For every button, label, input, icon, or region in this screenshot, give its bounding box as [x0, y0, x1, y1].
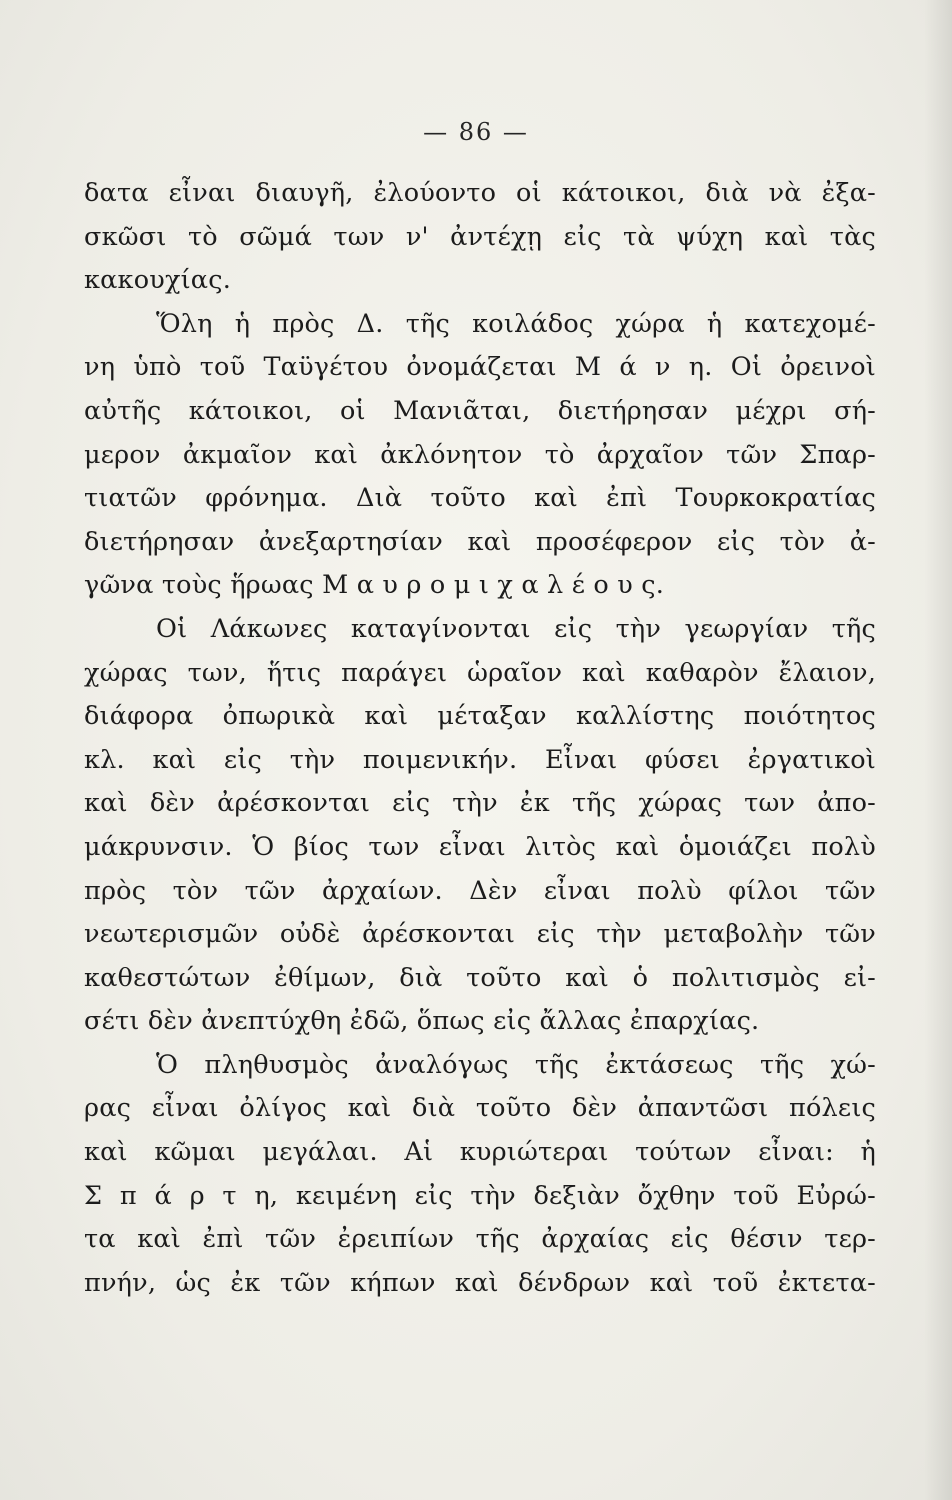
text-line: νη ὑπὸ τοῦ Ταϋγέτου ὀνομάζεται Μ ά ν η. Οἱ ὀρεινοὶ — [84, 352, 876, 383]
text-line: νεωτερισμῶν οὐδὲ ἀρέσκονται εἰς τὴν μεταβολὴν τῶν — [84, 919, 876, 950]
text-line: τα καὶ ἐπὶ τῶν ἐρειπίων τῆς ἀρχαίας εἰς θέσιν τερ- — [84, 1224, 876, 1255]
text-line: καθεστώτων ἐθίμων, διὰ τοῦτο καὶ ὁ πολιτισμὸς εἰ- — [84, 962, 876, 993]
page-number: — 86 — — [423, 118, 529, 146]
text-line: κλ. καὶ εἰς τὴν ποιμενικήν. Εἶναι φύσει ἐργατικοὶ — [84, 744, 876, 775]
text-line: πνήν, ὡς ἐκ τῶν κήπων καὶ δένδρων καὶ τοῦ ἐκτετα- — [84, 1267, 876, 1298]
paragraph-start-line: Ὅλη ἡ πρὸς Δ. τῆς κοιλάδος χώρα ἡ κατεχομέ- — [156, 308, 876, 339]
text-line: Σ π ά ρ τ η, κειμένη εἰς τὴν δεξιὰν ὄχθην τοῦ Εὐρώ- — [84, 1180, 876, 1211]
text-line: κακουχίας. — [84, 265, 232, 296]
text-line: διάφορα ὀπωρικὰ καὶ μέταξαν καλλίστης ποιότητος — [84, 701, 876, 732]
text-line: δατα εἶναι διαυγῆ, ἐλούοντο οἱ κάτοικοι, διὰ νὰ ἐξα- — [84, 178, 876, 208]
text-line: διετήρησαν ἀνεξαρτησίαν καὶ προσέφερον εἰς τὸν ἀ- — [84, 526, 876, 557]
text-line: σέτι δὲν ἀνεπτύχθη ἐδῶ, ὅπως εἰς ἄλλας ἐπαρχίας. — [84, 1006, 760, 1037]
text-line: καὶ δὲν ἀρέσκονται εἰς τὴν ἐκ τῆς χώρας των ἀπο- — [84, 788, 876, 819]
text-line: πρὸς τὸν τῶν ἀρχαίων. Δὲν εἶναι πολὺ φίλοι τῶν — [84, 875, 876, 906]
text-line: χώρας των, ἥτις παράγει ὡραῖον καὶ καθαρὸν ἔλαιον, — [84, 657, 876, 688]
text-line: τιατῶν φρόνημα. Διὰ τοῦτο καὶ ἐπὶ Τουρκοκρατίας — [84, 483, 876, 514]
text-line: γῶνα τοὺς ἥρωας Μ α υ ρ ο μ ι χ α λ έ ο υ ς. — [84, 570, 665, 601]
body-text — [84, 172, 876, 1305]
paragraph-start-line: Οἱ Λάκωνες καταγίνονται εἰς τὴν γεωργίαν τῆς — [156, 613, 876, 644]
text-line: καὶ κῶμαι μεγάλαι. Αἱ κυριώτεραι τούτων εἶναι: ἡ — [84, 1137, 876, 1168]
text-line: μάκρυνσιν. Ὁ βίος των εἶναι λιτὸς καὶ ὁμοιάζει πολὺ — [84, 831, 876, 862]
page-edge-shadow — [924, 0, 952, 1500]
text-line: αὐτῆς κάτοικοι, οἱ Μανιᾶται, διετήρησαν μέχρι σή- — [84, 395, 876, 426]
text-line: ρας εἶναι ὀλίγος καὶ διὰ τοῦτο δὲν ἀπαντῶσι πόλεις — [84, 1093, 876, 1124]
paragraph-start-line: Ὁ πληθυσμὸς ἀναλόγως τῆς ἐκτάσεως τῆς χώ- — [156, 1049, 876, 1080]
text-line: μερον ἀκμαῖον καὶ ἀκλόνητον τὸ ἀρχαῖον τῶν Σπαρ- — [84, 439, 876, 470]
text-line: σκῶσι τὸ σῶμά των ν' ἀντέχῃ εἰς τὰ ψύχη καὶ τὰς — [84, 221, 876, 252]
